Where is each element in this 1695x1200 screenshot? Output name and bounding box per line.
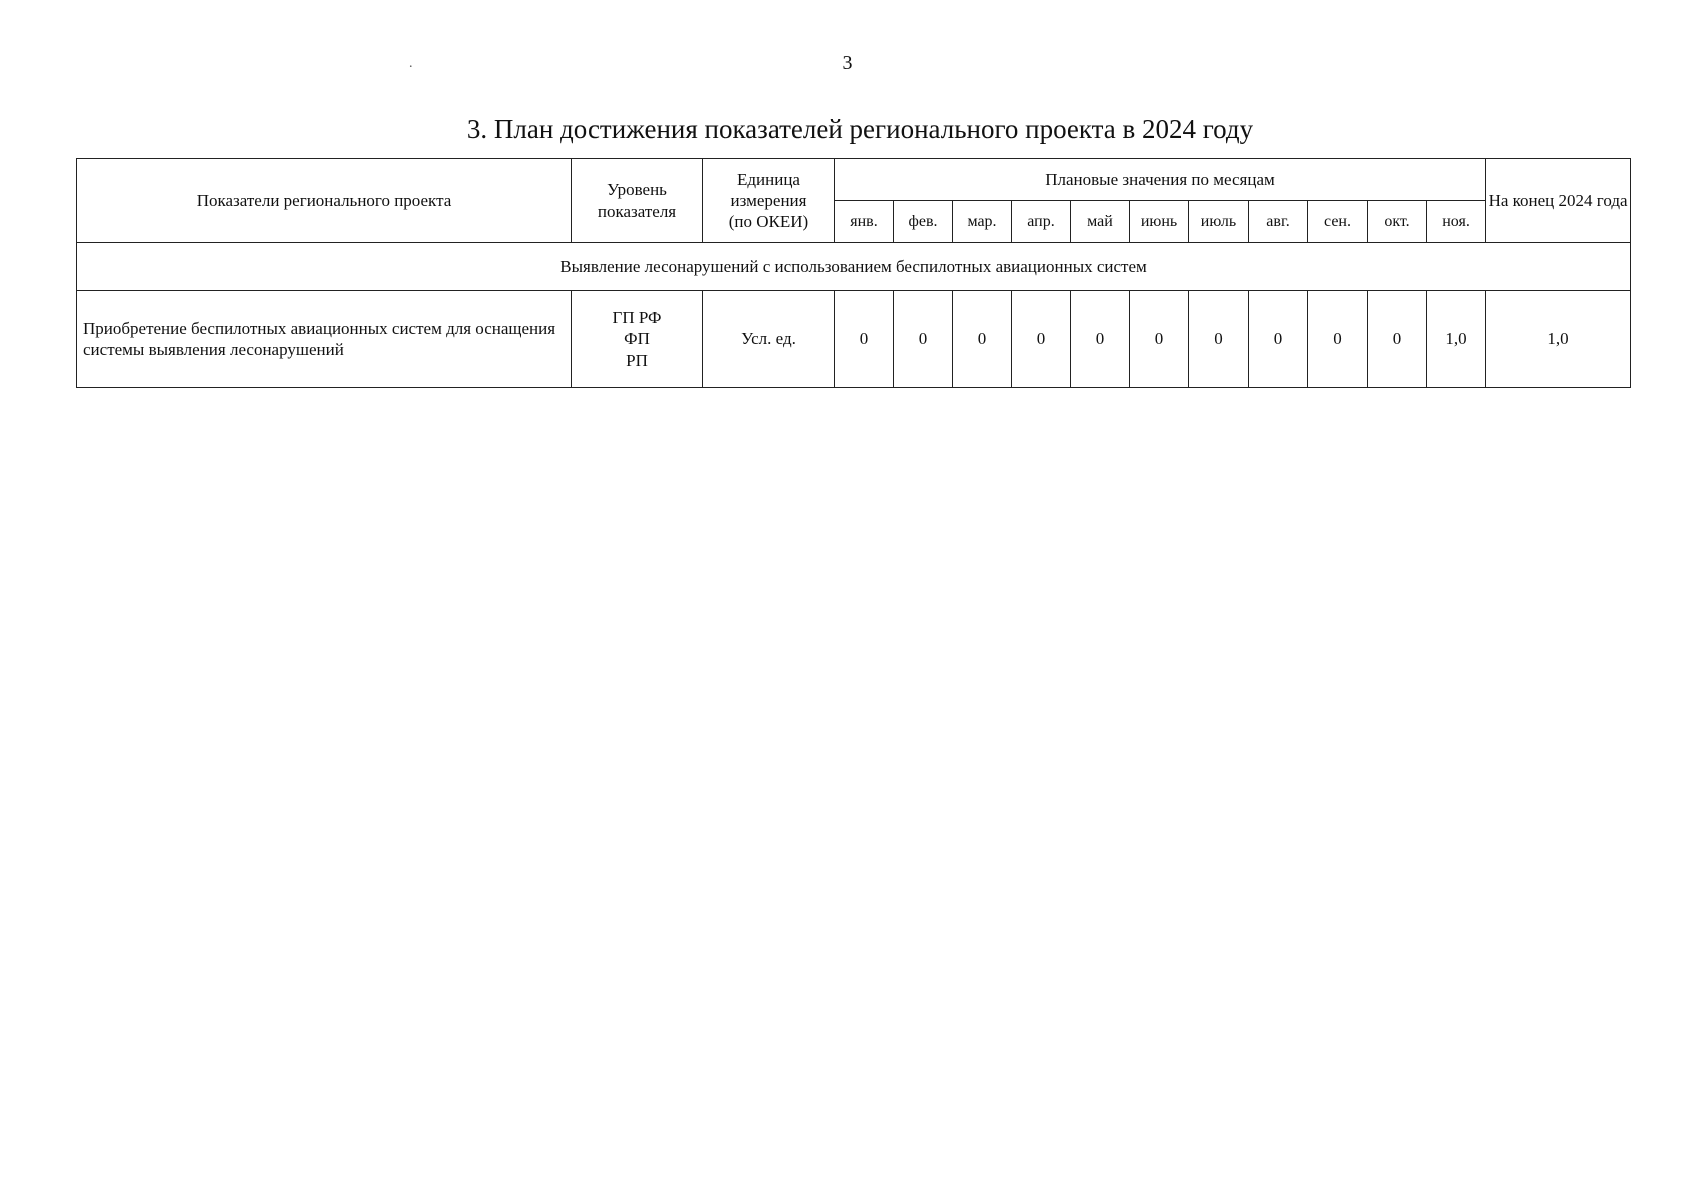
section-row-label: Выявление лесонарушений с использованием беспилотных авиационных систем (77, 243, 1631, 291)
level-value: ГП РФ (612, 308, 662, 328)
month-header: мар. (953, 201, 1012, 243)
month-value-cell: 0 (1249, 291, 1308, 388)
stray-mark: . (409, 56, 413, 71)
level-value: РП (626, 350, 648, 370)
header-unit-line: Единица (737, 169, 800, 189)
indicator-level-cell (572, 291, 703, 388)
year-end-value-cell: 1,0 (1486, 291, 1631, 388)
month-value-cell: 0 (894, 291, 953, 388)
month-header: сен. (1308, 201, 1368, 243)
header-indicator: Показатели регионального проекта (77, 159, 572, 243)
unit-cell: Усл. ед. (703, 291, 835, 388)
month-header: фев. (894, 201, 953, 243)
month-value-cell: 0 (1130, 291, 1189, 388)
month-value-cell: 0 (835, 291, 894, 388)
page-number: 3 (842, 52, 853, 74)
level-value: ФП (624, 329, 650, 349)
month-header: окт. (1368, 201, 1427, 243)
month-value-cell: 0 (1189, 291, 1249, 388)
header-unit (703, 159, 835, 243)
header-unit-line: (по ОКЕИ) (728, 212, 809, 232)
month-header: ноя. (1427, 201, 1486, 243)
header-year-end: На конец 2024 года (1486, 159, 1631, 243)
month-value-cell: 0 (1012, 291, 1071, 388)
plan-table (76, 158, 1631, 388)
month-header: апр. (1012, 201, 1071, 243)
header-level: Уровень показателя (572, 159, 703, 243)
section-title: 3. План достижения показателей регионального проекта в 2024 году (466, 114, 1254, 144)
table-row (77, 291, 1631, 388)
month-header: июль (1189, 201, 1249, 243)
month-value-cell: 0 (1368, 291, 1427, 388)
month-value-cell: 0 (1071, 291, 1130, 388)
header-row-top (77, 159, 1631, 201)
month-header: май (1071, 201, 1130, 243)
month-header: авг. (1249, 201, 1308, 243)
header-unit-line: измерения (730, 190, 807, 210)
header-monthly-group: Плановые значения по месяцам (835, 159, 1486, 201)
month-value-cell: 0 (1308, 291, 1368, 388)
indicator-name-cell: Приобретение беспилотных авиационных систем для оснащения системы выявления лесонарушений (77, 291, 572, 388)
month-header: янв. (835, 201, 894, 243)
month-value-cell: 0 (953, 291, 1012, 388)
section-row (77, 243, 1631, 291)
month-header: июнь (1130, 201, 1189, 243)
month-value-cell: 1,0 (1427, 291, 1486, 388)
